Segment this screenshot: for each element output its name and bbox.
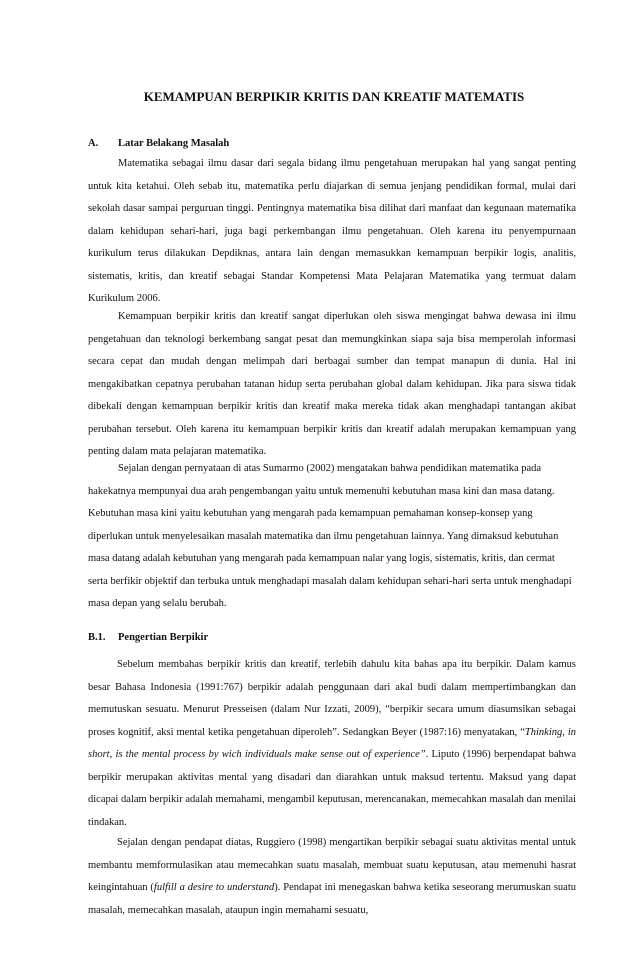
section-a-paragraph-2: Kemampuan berpikir kritis dan kreatif sangat diperlukan oleh siswa mengingat bahwa dewasa ini ilmu pengetahuan dan teknologi berkembang sangat pesat dan memungkinkan siapa saja bisa memperolah informasi secara cepat dan mudah dengan melimpah dari berbagai sumber dan tempat manapun di dunia. Hal ini mengakibatkan cepatnya perubahan tatanan hidup serta perubahan global dalam kehidupan. Jika para siswa tidak dibekali dengan kemampuan berpikir kritis dan kreatif maka mereka tidak akan menghadapi tantangan akibat perubahan tersebut. Oleh karena itu kemampuan berpikir kritis dan kreatif adalah merupakan kemampuan yang penting dalam mata pelajaran matematika.	[88, 311, 576, 457]
section-b1-heading	[88, 630, 208, 646]
section-a-heading	[88, 136, 229, 152]
section-b1-p2-text-1: Sejalan dengan pendapat diatas, Ruggiero (1998) mengartikan berpikir sebagai suatu aktivitas mental untuk membantu memformulasikan atau memecahkan suatu masalah, membuat suatu keputusan, atau memenuhi hasrat keingintahuan (	[88, 837, 576, 893]
section-b1-p1-text-2: . Liputo (1996) berpendapat bahwa berpikir merupakan aktivitas mental yang disadari dan diarahkan untuk maksud tertentu. Maksud yang dapat dicapai dalam berpikir adalah memahami, mengambil keputusan, merencanakan, memecahkan masalah dan menilai tindakan.	[88, 749, 576, 828]
section-b1-heading-text: Pengertian Berpikir	[118, 632, 209, 643]
section-b1-paragraph-1	[88, 654, 576, 834]
section-b1-paragraph-2	[88, 832, 576, 922]
section-a-paragraph-1: Matematika sebagai ilmu dasar dari segala bidang ilmu pengetahuan merupakan hal yang sangat penting untuk kita ketahui. Oleh sebab itu, matematika perlu diajarkan di semua jenjang pendidikan formal, mulai dari sekolah dasar sampai perguruan tinggi. Pentingnya matematika bisa dilihat dari manfaat dan kegunaan matematika dalam kehidupan sehari-hari, juga bagi perkembangan ilmu pengetahuan. Oleh karena itu penyempurnaan kurikulum terus dilakukan Depdiknas, antara lain dengan memasukkan kemampuan berpikir logis, analitis, sistematis, kritis, dan kreatif sebagai Standar Kompetensi Mata Pelajaran Matematika yang termuat dalam Kurikulum 2006.	[88, 158, 576, 304]
document-title: KEMAMPUAN BERPIKIR KRITIS DAN KREATIF MATEMATIS	[143, 89, 525, 104]
section-b1-number: B.1.	[88, 632, 106, 643]
section-a-paragraph-3: Sejalan dengan pernyataan di atas Sumarmo (2002) mengatakan bahwa pendidikan matematika pada hakekatnya mempunyai dua arah pengembangan yaitu untuk memenuhi kebutuhan masa kini dan masa datang. Kebutuhan masa kini yaitu kebutuhan yang mengarah pada kemampuan pemahaman konsep-konsep yang diperlukan untuk menyelesaikan masalah matematika dan ilmu pengetahuan lainnya. Yang dimaksud kebutuhan masa datang adalah kebutuhan yang mengarah pada kemampuan nalar yang logis, sistematis, kritis, dan cermat serta berfikir objektif dan terbuka untuk menghadapi masalah dalam kehidupan sehari-hari serta untuk menghadapi masa depan yang selalu berubah.	[88, 463, 572, 609]
section-b1-p1-quote: Thinking, in short, is the mental process by wich individuals make sense out of experience”	[88, 726, 576, 760]
section-a-heading-text: Latar Belakang Masalah	[118, 138, 230, 149]
section-b1-p2-text-2: ). Pendapat ini menegaskan bahwa ketika seseorang merumuskan suatu masalah, memecahkan masalah, ataupun ingin memahami sesuatu,	[88, 882, 576, 916]
section-a-number: A.	[88, 138, 99, 149]
section-b1-p1-text-1: Sebelum membahas berpikir kritis dan kreatif, terlebih dahulu kita bahas apa itu berpikir. Dalam kamus besar Bahasa Indonesia (1991:767) berpikir adalah penggunaan dari akal budi dalam mempertimbangkan dan memutuskan sesuatu. Menurut Presseisen (dalam Nur Izzati, 2009), “berpikir secara umum diasumsikan sebagai proses kognitif, aksi mental ketika pengetahuan diperoleh”. Sedangkan Beyer (1987:16) menyatakan, “	[88, 659, 576, 738]
section-b1-p2-quote: fulfill a desire to understand	[153, 882, 275, 893]
